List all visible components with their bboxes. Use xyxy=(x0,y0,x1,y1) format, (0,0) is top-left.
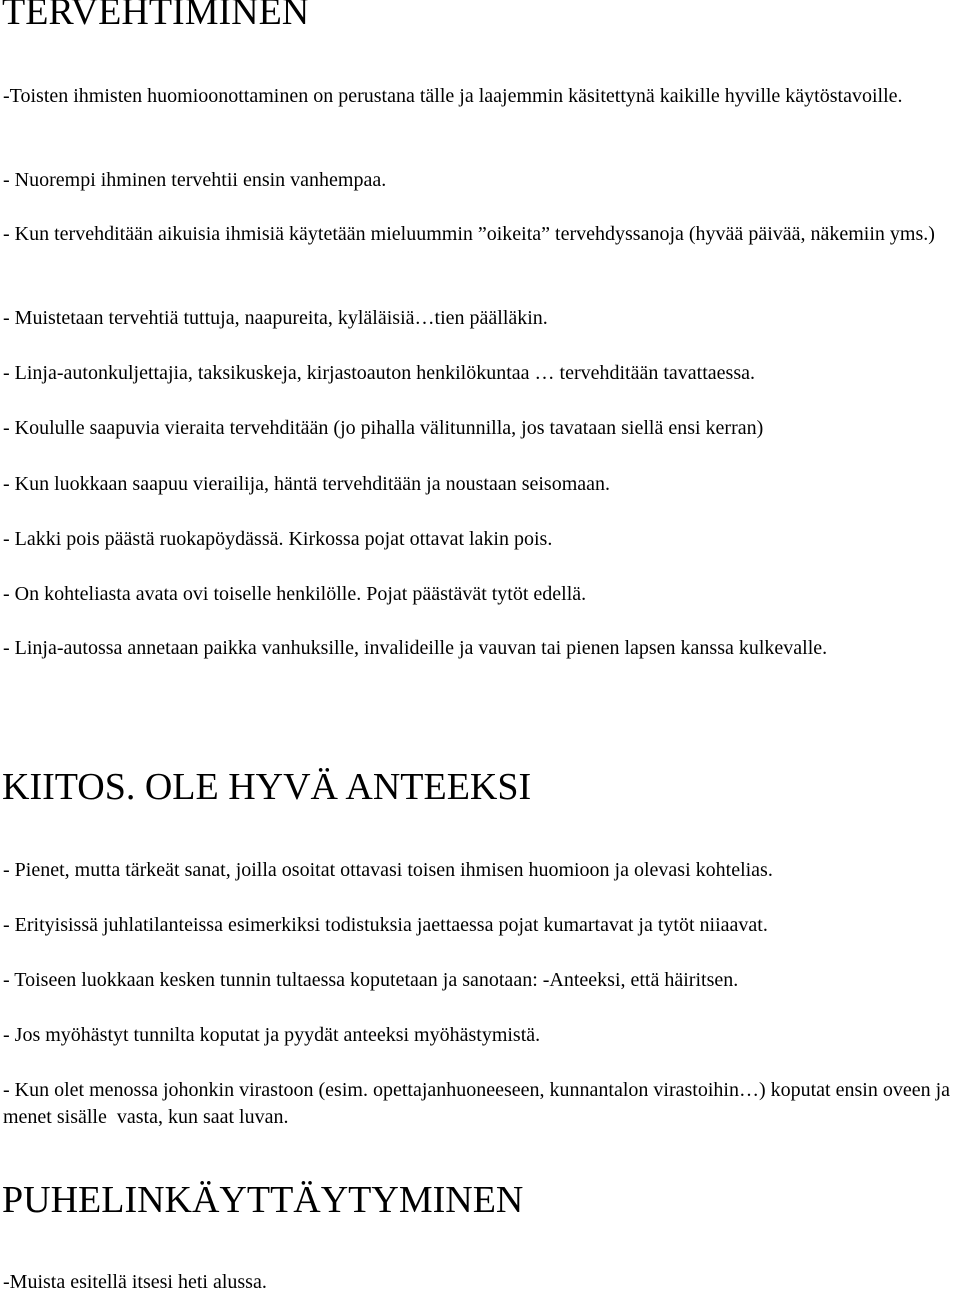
paragraph: - On kohteliasta avata ovi toiselle henkilölle. Pojat päästävät tytöt edellä. xyxy=(3,583,587,605)
paragraph: - Linja-autossa annetaan paikka vanhuksille, invalideille ja vauvan tai pienen lapsen kanssa kulkevalle. xyxy=(3,637,828,659)
paragraph: - Pienet, mutta tärkeät sanat, joilla osoitat ottavasi toisen ihmisen huomioon ja olevasi kohtelias. xyxy=(3,859,773,881)
section-heading-kiitos: KIITOS. OLE HYVÄ ANTEEKSI xyxy=(2,766,532,808)
section-heading-puhelinkayttaytyminen: PUHELINKÄYTTÄYTYMINEN xyxy=(2,1179,524,1221)
paragraph: - Jos myöhästyt tunnilta koputat ja pyydät anteeksi myöhästymistä. xyxy=(3,1024,541,1046)
paragraph: -Muista esitellä itsesi heti alussa. xyxy=(3,1271,267,1293)
paragraph: - Erityisissä juhlatilanteissa esimerkiksi todistuksia jaettaessa pojat kumartavat ja tytöt niiaavat. xyxy=(3,914,768,936)
paragraph: - Kun luokkaan saapuu vierailija, häntä tervehditään ja noustaan seisomaan. xyxy=(3,473,611,495)
paragraph: - Kun olet menossa johonkin virastoon (esim. opettajanhuoneeseen, kunnantalon virastoihin…) koputat ensin oveen ja menet sisälle vasta, kun saat luvan. xyxy=(3,1079,956,1128)
paragraph: - Nuorempi ihminen tervehtii ensin vanhempaa. xyxy=(3,169,387,191)
paragraph: - Koululle saapuvia vieraita tervehditään (jo pihalla välitunnilla, jos tavataan siellä ensi kerran) xyxy=(3,417,764,439)
section-heading-tervehtiminen: TERVEHTIMINEN xyxy=(2,0,310,33)
paragraph: -Toisten ihmisten huomioonottaminen on perustana tälle ja laajemmin käsitettynä kaikille hyville käytöstavoille. xyxy=(3,85,903,107)
paragraph: - Kun tervehditään aikuisia ihmisiä käytetään mieluummin ”oikeita” tervehdyssanoja (hyvää päivää, näkemiin yms.) xyxy=(3,223,935,245)
paragraph: - Lakki pois päästä ruokapöydässä. Kirkossa pojat ottavat lakin pois. xyxy=(3,528,553,550)
paragraph: - Muistetaan tervehtiä tuttuja, naapureita, kyläläisiä…tien päälläkin. xyxy=(3,307,548,329)
paragraph: - Linja-autonkuljettajia, taksikuskeja, kirjastoauton henkilökuntaa … tervehditään tavattaessa. xyxy=(3,362,755,384)
paragraph: - Toiseen luokkaan kesken tunnin tultaessa koputetaan ja sanotaan: -Anteeksi, että häiritsen. xyxy=(3,969,739,991)
